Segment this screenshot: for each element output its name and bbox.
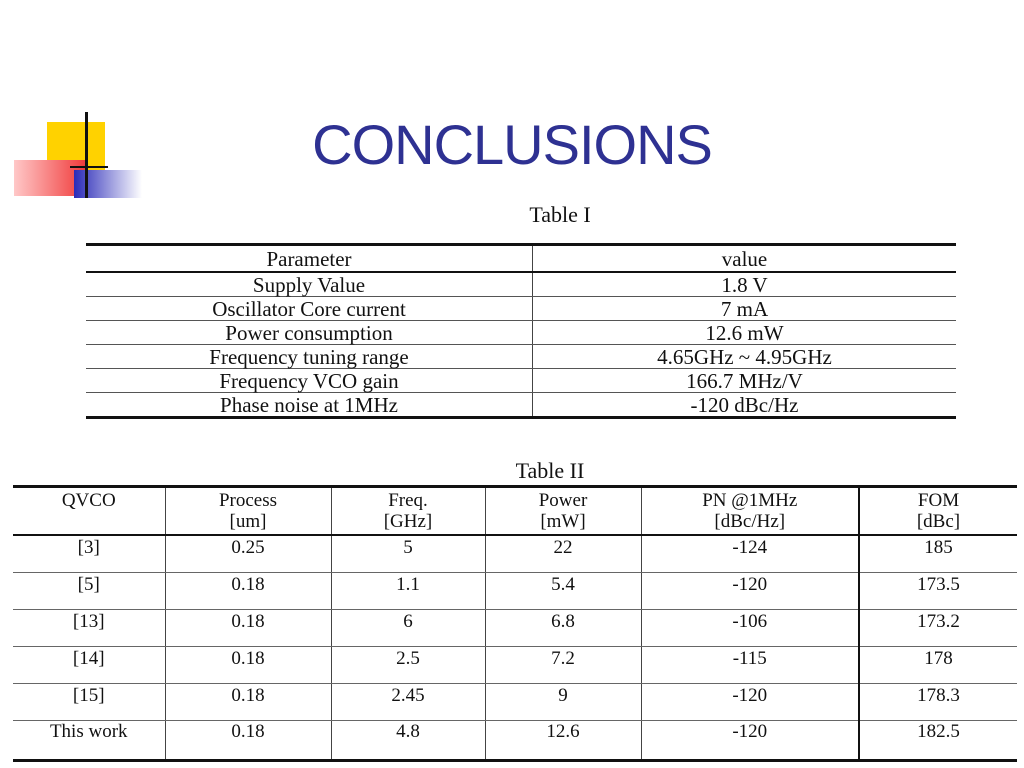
table-cell: 4.8 — [331, 721, 485, 761]
table-cell: 185 — [859, 535, 1017, 573]
table-header-row — [13, 487, 1017, 536]
table-cell: 12.6 mW — [533, 321, 957, 345]
table-cell: [3] — [13, 535, 165, 573]
table-row — [86, 369, 956, 393]
table-cell: 0.18 — [165, 684, 331, 721]
table-cell: [15] — [13, 684, 165, 721]
parameters-table — [86, 243, 956, 419]
column-header: Parameter — [86, 245, 533, 273]
table2-caption: Table II — [515, 458, 585, 483]
table-cell: 9 — [485, 684, 641, 721]
table-cell: -120 — [641, 684, 859, 721]
table-row — [13, 684, 1017, 721]
table-row — [86, 345, 956, 369]
table-cell: [13] — [13, 610, 165, 647]
table-cell: 6 — [331, 610, 485, 647]
table-cell: 0.18 — [165, 647, 331, 684]
table-cell: 4.65GHz ~ 4.95GHz — [533, 345, 957, 369]
table-cell: 5 — [331, 535, 485, 573]
table-row — [13, 721, 1017, 761]
table-cell: 0.18 — [165, 573, 331, 610]
column-header: FOM [dBc] — [859, 487, 1017, 536]
table-cell: 6.8 — [485, 610, 641, 647]
table-cell: 2.45 — [331, 684, 485, 721]
table-cell: [14] — [13, 647, 165, 684]
table-cell: Phase noise at 1MHz — [86, 393, 533, 418]
table-cell: Supply Value — [86, 272, 533, 297]
column-header: value — [533, 245, 957, 273]
table-cell: Frequency tuning range — [86, 345, 533, 369]
table-row — [13, 535, 1017, 573]
table-cell: 2.5 — [331, 647, 485, 684]
table-cell: Power consumption — [86, 321, 533, 345]
column-header: Power [mW] — [485, 487, 641, 536]
column-header: Freq. [GHz] — [331, 487, 485, 536]
table-row — [86, 297, 956, 321]
table-cell: -120 — [641, 721, 859, 761]
slide-title: CONCLUSIONS — [312, 113, 712, 176]
table-cell: This work — [13, 721, 165, 761]
comparison-table — [13, 485, 1017, 762]
table-cell: 7.2 — [485, 647, 641, 684]
table-cell: 7 mA — [533, 297, 957, 321]
table-cell: -120 — [641, 573, 859, 610]
table-cell: 178 — [859, 647, 1017, 684]
table-row — [13, 610, 1017, 647]
table-cell: 12.6 — [485, 721, 641, 761]
table-cell: Frequency VCO gain — [86, 369, 533, 393]
column-header: QVCO — [13, 487, 165, 536]
table-cell: 0.18 — [165, 610, 331, 647]
table-cell: -120 dBc/Hz — [533, 393, 957, 418]
table-cell: 173.2 — [859, 610, 1017, 647]
table-cell: 0.25 — [165, 535, 331, 573]
table-row — [13, 647, 1017, 684]
table-cell: 22 — [485, 535, 641, 573]
table-cell: 173.5 — [859, 573, 1017, 610]
column-header: PN @1MHz [dBc/Hz] — [641, 487, 859, 536]
table-cell: -106 — [641, 610, 859, 647]
table-row — [13, 573, 1017, 610]
table-row — [86, 321, 956, 345]
table-cell: 178.3 — [859, 684, 1017, 721]
table-cell: -115 — [641, 647, 859, 684]
table-row — [86, 272, 956, 297]
table-cell: [5] — [13, 573, 165, 610]
table-cell: 182.5 — [859, 721, 1017, 761]
table-header-row — [86, 245, 956, 273]
table-cell: 1.8 V — [533, 272, 957, 297]
table-cell: 0.18 — [165, 721, 331, 761]
column-header: Process [um] — [165, 487, 331, 536]
table-cell: -124 — [641, 535, 859, 573]
table-row — [86, 393, 956, 418]
table-cell: 5.4 — [485, 573, 641, 610]
table-cell: Oscillator Core current — [86, 297, 533, 321]
table-cell: 1.1 — [331, 573, 485, 610]
table1-caption: Table I — [529, 202, 591, 227]
table-cell: 166.7 MHz/V — [533, 369, 957, 393]
